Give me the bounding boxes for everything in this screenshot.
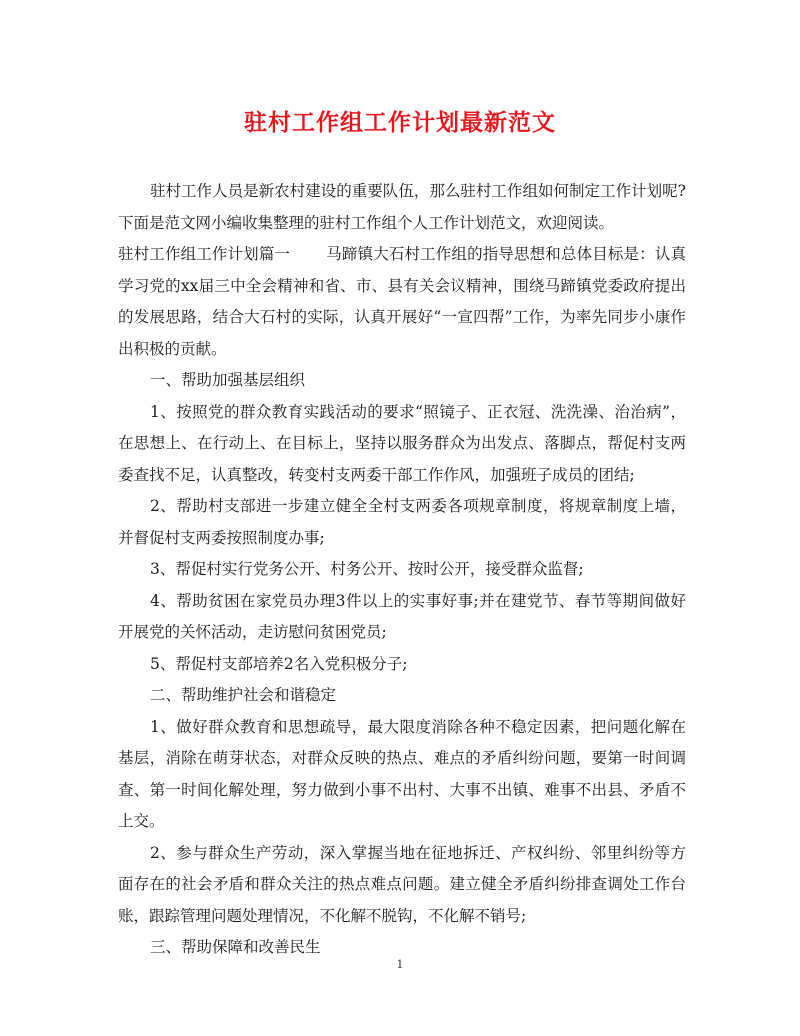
section-heading-1: 一、帮助加强基层组织 xyxy=(150,371,306,389)
section-heading-3: 三、帮助保障和改善民生 xyxy=(150,938,321,956)
section1-item-4: 4、帮助贫困在家党员办理3件以上的实事好事;并在建党节、春节等期间做好开展党的关怀活动，走访慰问贫困党员; xyxy=(118,591,686,641)
document-body xyxy=(118,176,686,964)
article-heading: 驻村工作组工作计划篇一 xyxy=(118,245,291,263)
article-lead: 马蹄镇大石村工作组的指导思想和总体目标是：认真学习党的xx届三中全会精神和省、市、县有关会议精神，围绕马蹄镇党委政府提出的发展思路，结合大石村的实际，认真开展好“一宣四帮”工作，为率先同步小康作出积极的贡献。 xyxy=(118,245,686,358)
section-heading-2: 二、帮助维护社会和谐稳定 xyxy=(150,686,337,704)
section1-item-3: 3、帮促村实行党务公开、村务公开、按时公开，接受群众监督; xyxy=(150,560,584,578)
page-number: 1 xyxy=(396,958,404,971)
section2-item-1: 1、做好群众教育和思想疏导，最大限度消除各种不稳定因素，把问题化解在基层，消除在萌芽状态，对群众反映的热点、难点的矛盾纠纷问题，要第一时间调查、第一时间化解处理，努力做到小事不出村、大事不出镇、难事不出县、矛盾不上交。 xyxy=(118,717,686,830)
article-lead-paragraph xyxy=(118,239,686,365)
document-title: 驻村工作组工作计划最新范文 xyxy=(244,109,556,136)
section1-item-1: 1、按照党的群众教育实践活动的要求“照镜子、正衣冠、洗洗澡、治治病”，在思想上、在行动上、在目标上，坚持以服务群众为出发点、落脚点，帮促村支两委查找不足，认真整改，转变村支两委干部工作作风，加强班子成员的团结; xyxy=(118,402,686,484)
section1-item-5: 5、帮促村支部培养2名入党积极分子; xyxy=(150,654,408,673)
intro-paragraph: 驻村工作人员是新农村建设的重要队伍，那么驻村工作组如何制定工作计划呢?下面是范文网小编收集整理的驻村工作组个人工作计划范文，欢迎阅读。 xyxy=(118,182,686,232)
section1-item-2: 2、帮助村支部进一步建立健全全村支两委各项规章制度，将规章制度上墙，并督促村支两委按照制度办事; xyxy=(118,497,686,547)
section2-item-2: 2、参与群众生产劳动，深入掌握当地在征地拆迁、产权纠纷、邻里纠纷等方面存在的社会矛盾和群众关注的热点难点问题。建立健全矛盾纠纷排查调处工作台账，跟踪管理问题处理情况，不化解不脱钩，不化解不销号; xyxy=(118,843,686,925)
